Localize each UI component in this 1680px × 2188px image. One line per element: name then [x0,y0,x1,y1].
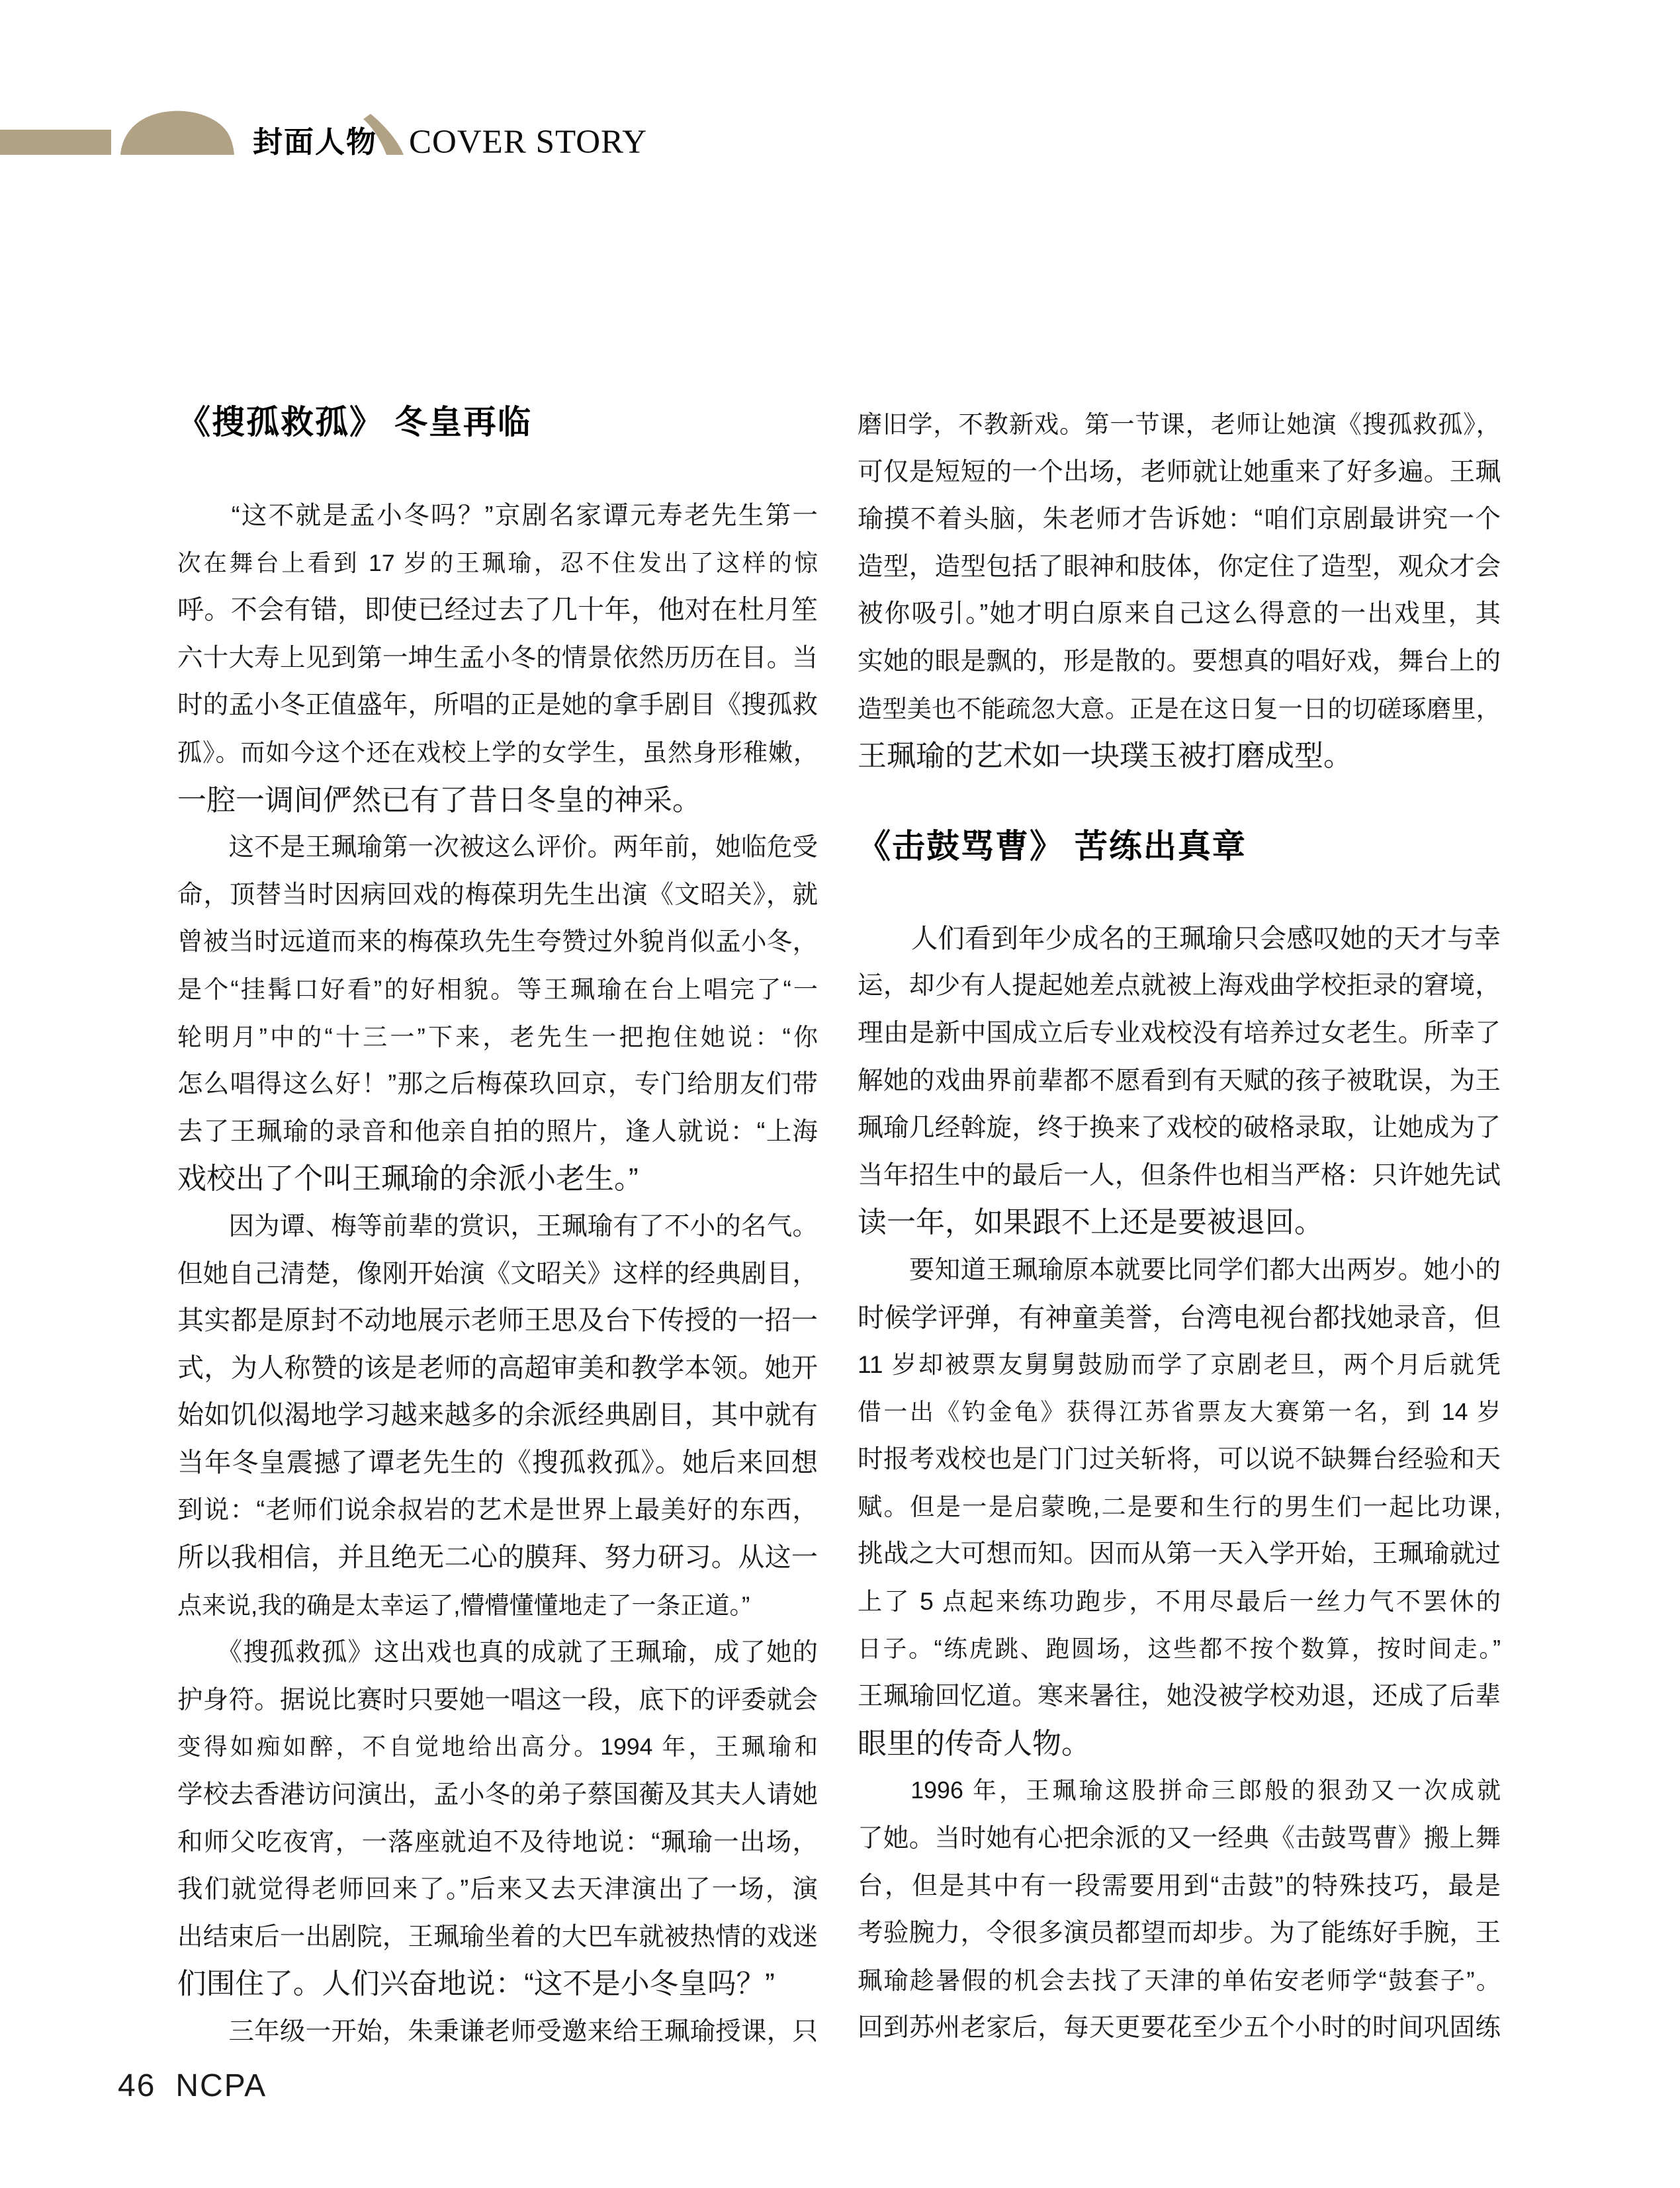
section-heading: 《击鼓骂曹》 苦练出真章 [858,827,1247,865]
text-line: 回到苏州老家后，每天更要花至少五个小时的时间巩固练 [858,2013,1501,2042]
text-line: 《搜孤救孤》这出戏也真的成就了王珮瑜，成了她的 [177,1638,818,1667]
text-line: 出结束后一出剧院，王珮瑜坐着的大巴车就被热情的戏迷 [177,1922,818,1951]
text-line: 考验腕力，令很多演员都望而却步。为了能练好手腕，王 [858,1919,1501,1948]
text-line: 们围住了。人们兴奋地说：“这不是小冬皇吗？” [177,1968,775,2001]
paragraph [177,1203,818,1629]
paragraph [858,915,1501,1247]
paragraph [177,492,818,824]
text-line: 变得如痴如醉，不自觉地给出高分。1994 年，王珮瑜和 [177,1733,818,1761]
text-line: 和师父吃夜宵，一落座就迫不及待地说：“珮瑜一出场， [177,1827,818,1857]
text-line: 三年级一开始，朱秉谦老师受邀来给王珮瑜授课，只 [177,2017,818,2046]
text-line: 当年冬皇震撼了谭老先生的《搜孤救孤》。她后来回想 [177,1448,818,1477]
text-line: 六十大寿上见到第一坤生孟小冬的情景依然历历在目。当 [177,643,818,672]
paragraph [858,401,1501,780]
text-line: 借一出《钓金龟》获得江苏省票友大赛第一名，到 14 岁 [858,1398,1501,1425]
text-line: 轮明月”中的“十三一”下来，老先生一把抱住她说：“你 [177,1023,818,1051]
paragraph [177,1629,818,2008]
text-line: 上了 5 点起来练功跑步，不用尽最后一丝力气不罢休的 [858,1587,1501,1616]
text-line: 孤》。而如今这个还在戏校上学的女学生，虽然身形稚嫩， [177,738,818,766]
magazine-code: NCPA [175,2068,267,2103]
text-line: 日子。“练虎跳、跑圆场，这些都不按个数算，按时间走。” [858,1635,1501,1662]
text-line: 一腔一调间俨然已有了昔日冬皇的神采。 [177,783,701,816]
text-line: 因为谭、梅等前辈的赏识，王珮瑜有了不小的名气。 [177,1211,818,1241]
text-line: 造型，造型包括了眼神和肢体，你定住了造型，观众才会 [858,552,1501,581]
text-line: 次在舞台上看到 17 岁的王珮瑜，忍不住发出了这样的惊 [177,549,818,576]
text-line: 要知道王珮瑜原本就要比同学们都大出两岁。她小的 [858,1255,1501,1284]
text-line: 解她的戏曲界前辈都不愿看到有天赋的孩子被耽误，为王 [858,1066,1501,1095]
article-column-right [858,401,1501,2052]
text-line: 可仅是短短的一个出场，老师就让她重来了好多遍。王珮 [858,457,1501,486]
text-line: “这不就是孟小冬吗？”京剧名家谭元寿老先生第一 [177,502,818,530]
text-line: 理由是新中国成立后专业戏校没有培养过女老生。所幸了 [858,1018,1501,1047]
text-line: 去了王珮瑜的录音和他亲自拍的照片，逢人就说：“上海 [177,1117,818,1146]
text-line: 瑜摸不着头脑，朱老师才告诉她：“咱们京剧最讲究一个 [858,505,1501,534]
text-line: 当年招生中的最后一人，但条件也相当严格：只许她先试 [858,1160,1501,1190]
header-bar-shape [0,130,111,155]
text-line: 造型美也不能疏忽大意。正是在这日复一日的切磋琢磨里， [858,694,1501,722]
paragraph [177,2008,818,2056]
paragraph [858,1247,1501,1768]
text-line: 时候学评弹，有神童美誉，台湾电视台都找她录音，但 [858,1302,1501,1333]
text-line: 式，为人称赞的该是老师的高超审美和教学本领。她开 [177,1353,818,1383]
text-line: 我们就觉得老师回来了。”后来又去天津演出了一场，演 [177,1875,818,1904]
text-line: 11 岁却被票友舅舅鼓励而学了京剧老旦，两个月后就凭 [858,1350,1501,1379]
category-title-cn: 封面人物 [253,125,378,159]
paragraph [177,824,818,1203]
text-line: 了她。当时她有心把余派的又一经典《击鼓骂曹》搬上舞 [858,1824,1501,1853]
text-line: 台，但是其中有一段需要用到“击鼓”的特殊技巧，最是 [858,1871,1501,1900]
text-line: 挑战之大可想而知。因而从第一天入学开始，王珮瑜就过 [858,1540,1501,1569]
text-line: 1996 年，王珮瑜这股拼命三郎般的狠劲又一次成就 [858,1777,1501,1804]
text-line: 护身符。据说比赛时只要她一唱这一段，底下的评委就会 [177,1685,818,1714]
text-line: 被你吸引。”她才明白原来自己这么得意的一出戏里，其 [858,599,1501,629]
section-heading: 《搜孤救孤》 冬皇再临 [177,404,532,441]
text-line: 怎么唱得这么好！”那之后梅葆玖回京，专门给朋友们带 [177,1070,818,1099]
category-title-en: COVER STORY [409,124,648,161]
article-column-left [177,401,818,2056]
text-line: 所以我相信，并且绝无二心的膜拜、努力研习。从这一 [177,1543,818,1573]
text-line: 时的孟小冬正值盛年，所唱的正是她的拿手剧目《搜孤救 [177,691,818,720]
text-line: 实她的眼是飘的，形是散的。要想真的唱好戏，舞台上的 [858,646,1501,676]
text-line: 读一年，如果跟不上还是要被退回。 [858,1206,1323,1239]
text-line: 点来说,我的确是太幸运了,懵懵懂懂地走了一条正道。” [177,1591,750,1619]
page-footer [118,2070,267,2103]
text-line: 呼。不会有错，即使已经过去了几十年，他对在杜月笙 [177,595,818,625]
text-line: 王珮瑜的艺术如一块璞玉被打磨成型。 [858,740,1352,773]
header-leaf-shape [120,111,234,155]
text-line: 运，却少有人提起她差点就被上海戏曲学校拒录的窘境， [858,971,1501,1000]
text-line: 曾被当时远道而来的梅葆玖先生夸赞过外貌肖似孟小冬， [177,928,818,957]
text-line: 磨旧学，不教新戏。第一节课，老师让她演《搜孤救孤》， [858,410,1501,438]
page-number: 46 [118,2068,156,2103]
text-line: 这不是王珮瑜第一次被这么评价。两年前，她临危受 [177,833,818,862]
text-line: 是个“挂髯口好看”的好相貌。等王珮瑜在台上唱完了“一 [177,975,818,1003]
text-line: 但她自己清楚，像刚开始演《文昭关》这样的经典剧目， [177,1259,818,1288]
paragraph [858,1767,1501,2052]
text-line: 命，顶替当时因病回戏的梅葆玥先生出演《文昭关》，就 [177,880,818,909]
header-swoosh-graphic [0,106,463,185]
text-line: 学校去香港访问演出，孟小冬的弟子蔡国蘅及其夫人请她 [177,1780,818,1810]
text-line: 王珮瑜回忆道。寒来暑往，她没被学校劝退，还成了后辈 [858,1682,1501,1711]
text-line: 眼里的传奇人物。 [858,1727,1090,1760]
text-line: 珮瑜趁暑假的机会去找了天津的单佑安老师学“鼓套子”。 [858,1966,1501,1994]
text-line: 始如饥似渴地学习越来越多的余派经典剧目，其中就有 [177,1401,818,1430]
text-line: 赋。但是一是启蒙晚,二是要和生行的男生们一起比功课, [858,1492,1501,1520]
text-line: 其实都是原封不动地展示老师王思及台下传授的一招一 [177,1306,818,1336]
text-line: 珮瑜几经斡旋，终于换来了戏校的破格录取，让她成为了 [858,1114,1501,1143]
text-line: 时报考戏校也是门门过关斩将，可以说不缺舞台经验和天 [858,1445,1501,1474]
text-line: 戏校出了个叫王珮瑜的余派小老生。” [177,1162,639,1196]
text-line: 到说：“老师们说余叔岩的艺术是世界上最美好的东西， [177,1496,818,1525]
text-line: 人们看到年少成名的王珮瑜只会感叹她的天才与幸 [858,923,1501,953]
